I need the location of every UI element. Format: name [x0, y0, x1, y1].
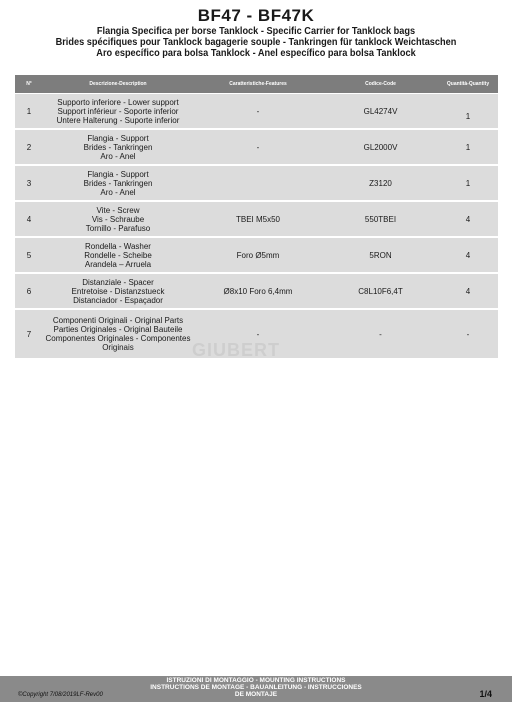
cell-features: Ø8x10 Foro 6,4mm — [223, 286, 293, 296]
cell-description: Flangia - Support Brides - Tankringen Aro - Anel — [83, 133, 153, 161]
column-header-quantity: Quantità-Quantity — [446, 81, 490, 87]
cell-number: 1 — [26, 106, 32, 116]
footer-line-3: DE MONTAJE — [234, 691, 278, 698]
document-header — [0, 6, 512, 59]
table-row — [15, 202, 498, 238]
cell-description: Flangia - Support Brides - Tankringen Aro - Anel — [83, 169, 153, 197]
cell-quantity: - — [466, 329, 470, 339]
cell-code: GL2000V — [363, 142, 398, 152]
cell-description: Supporto inferiore - Lower support Support inférieur - Soporte inferior Untere Halterung - Suporte inferior — [56, 97, 180, 125]
cell-number: 6 — [26, 286, 32, 296]
cell-number: 3 — [26, 178, 32, 188]
table-row — [15, 238, 498, 274]
cell-description: Vite - Screw Vis - Schraube Tornillo - Parafuso — [85, 205, 151, 233]
cell-description: Componenti Originali - Original Parts Parties Originales - Original Bauteile Componentes Originales - Componentes Originais — [45, 316, 191, 352]
cell-quantity: 4 — [465, 214, 471, 224]
cell-quantity: 4 — [465, 286, 471, 296]
column-header-number: N° — [26, 81, 32, 87]
cell-features: TBEI M5x50 — [235, 214, 280, 224]
cell-code: Z3120 — [369, 178, 392, 188]
table-row — [15, 166, 498, 202]
cell-code: 550TBEI — [364, 214, 397, 224]
cell-code: GL4274V — [363, 106, 398, 116]
cell-code: - — [379, 329, 382, 339]
footer-line-1: ISTRUZIONI DI MONTAGGIO - MOUNTING INSTRUCTIONS — [166, 677, 346, 684]
subtitle-line-2: Brides spécifiques pour Tanklock bagagerie souple - Tankringen für tanklock Weichtaschen — [55, 37, 457, 48]
cell-number: 7 — [26, 329, 32, 339]
parts-table — [15, 75, 498, 360]
table-row — [15, 274, 498, 310]
cell-quantity: 4 — [465, 250, 471, 260]
copyright-text: ©Copyright 7/08/2019LF-Rev00 — [18, 692, 103, 698]
cell-quantity: 1 — [465, 142, 471, 152]
table-row — [15, 130, 498, 166]
table-row — [15, 94, 498, 130]
footer-bar — [0, 676, 512, 702]
watermark: GIUBERT — [192, 340, 280, 360]
cell-description: Distanziale - Spacer Entretoise - Distanzstueck Distanciador - Espaçador — [71, 277, 165, 305]
table-header — [15, 75, 498, 94]
column-header-features: Caratteristiche-Features — [229, 81, 287, 87]
subtitle-line-3: Aro específico para bolsa Tanklock - Anel específico para bolsa Tanklock — [96, 48, 416, 59]
cell-number: 5 — [26, 250, 32, 260]
cell-description: Rondella - Washer Rondelle - Scheibe Arandela – Arruela — [84, 241, 152, 269]
cell-features: - — [256, 329, 260, 339]
cell-features: - — [256, 142, 260, 152]
column-header-description: Descrizione-Description — [89, 81, 147, 87]
page-number: 1/4 — [479, 689, 492, 699]
cell-number: 2 — [26, 142, 32, 152]
cell-code: 5RON — [369, 250, 392, 260]
cell-quantity: 1 — [465, 111, 471, 121]
cell-number: 4 — [26, 214, 32, 224]
column-header-code: Codice-Code — [365, 81, 396, 87]
cell-code: C8L10F6,4T — [358, 286, 403, 296]
cell-features: - — [256, 106, 260, 116]
cell-features: Foro Ø5mm — [236, 250, 280, 260]
document-title: BF47 - BF47K — [197, 6, 315, 25]
footer-line-2: INSTRUCTIONS DE MONTAGE - BAUANLEITUNG - INSTRUCCIONES — [150, 684, 362, 691]
cell-quantity: 1 — [465, 178, 471, 188]
subtitle-line-1: Flangia Specifica per borse Tanklock - Specific Carrier for Tanklock bags — [96, 26, 416, 37]
